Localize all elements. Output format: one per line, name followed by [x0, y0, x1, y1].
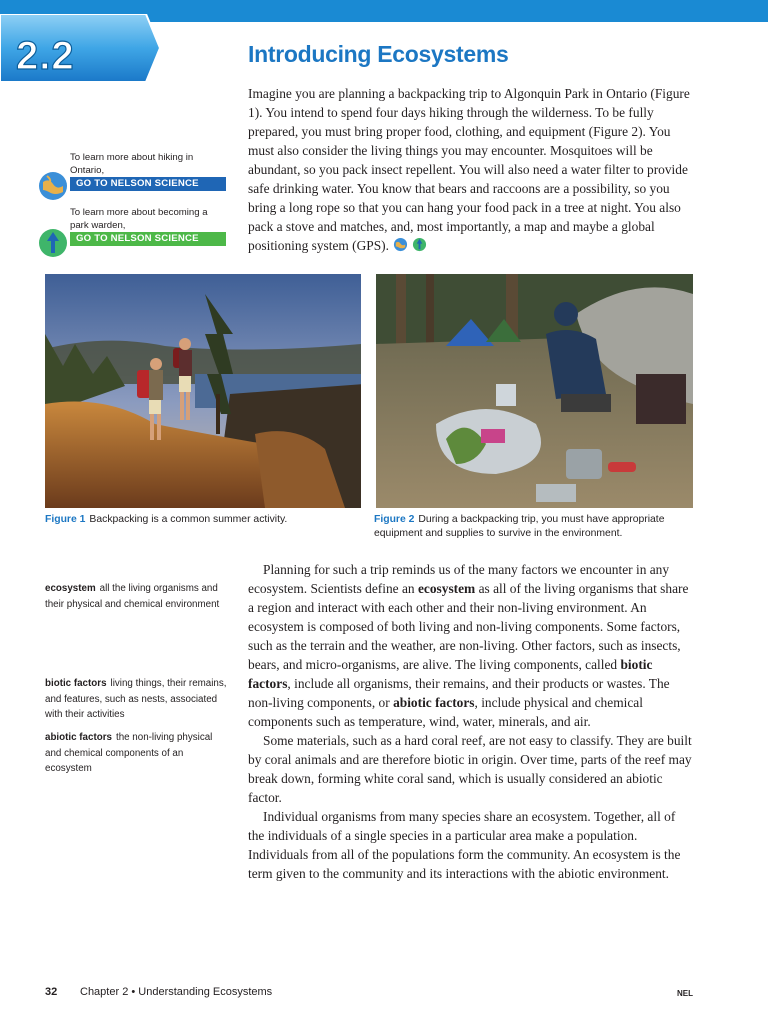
- body-text-span: as all of the living organisms that share a region and interact with each other and their non-living environment. An ecosystem is composed of both living and non-living components. Some factors, such as the terrain and the weather, are non-living. Other factors, such as insects, bears, and micro-organisms, are alive. The living components, called: [248, 581, 689, 672]
- link-description: To learn more about becoming a park warden,: [70, 207, 208, 231]
- key-term-biotic-factors: biotic factors: [248, 657, 653, 691]
- page-number: 32: [45, 986, 58, 998]
- body-text-span: , include all organisms, their remains, and their products or wastes. The non-living components, or: [248, 676, 670, 710]
- figure-1-caption: [45, 513, 361, 527]
- intro-paragraph: [248, 84, 694, 255]
- figure-label: Figure 1: [45, 514, 86, 525]
- figure-2-photo: [376, 274, 693, 508]
- figure-2-caption: [374, 513, 692, 541]
- body-paragraph-3: Individual organisms from many species share an ecosystem. Together, all of the individuals of a single species in a particular area make a population. Individuals from all of the populations form the community. An ecosystem is the term given to the community and its interactions with the abiotic environment.: [248, 809, 681, 881]
- link-block-hiking: [40, 151, 226, 191]
- glossary-ecosystem: [45, 581, 231, 612]
- section-tab: [0, 14, 162, 82]
- publisher-mark: NEL: [677, 989, 693, 998]
- body-text-span: Planning for such a trip reminds us of the many factors we encounter in any ecosystem. Scientists define an: [248, 562, 670, 596]
- link-block-park-warden: [40, 206, 226, 246]
- go-to-nelson-science-button[interactable]: GO TO NELSON SCIENCE: [70, 232, 226, 246]
- glossary-term: ecosystem: [45, 583, 96, 594]
- glossary-term: biotic factors: [45, 678, 107, 689]
- figure-label: Figure 2: [374, 514, 415, 525]
- figure-caption-text: Backpacking is a common summer activity.: [89, 514, 288, 525]
- body-text-span: , include physical and chemical components such as temperature, wind, water, minerals, and air.: [248, 695, 643, 729]
- glossary-abiotic-factors: [45, 730, 231, 777]
- body-paragraph-1: [248, 560, 694, 731]
- body-text: [248, 560, 694, 883]
- figure-1-photo: [45, 274, 361, 508]
- key-term-abiotic-factors: abiotic factors: [393, 695, 475, 710]
- link-description: To learn more about hiking in Ontario,: [70, 152, 194, 176]
- career-icon[interactable]: [412, 237, 427, 252]
- career-icon[interactable]: [38, 228, 68, 258]
- go-to-nelson-science-button[interactable]: GO TO NELSON SCIENCE: [70, 177, 226, 191]
- glossary-biotic-factors: [45, 676, 231, 723]
- globe-icon[interactable]: [393, 237, 408, 252]
- page-title: Introducing Ecosystems: [248, 41, 509, 67]
- glossary-term: abiotic factors: [45, 732, 112, 743]
- glossary-definition: all the living organisms and their physical and chemical environment: [45, 583, 220, 610]
- section-number: 2.2: [16, 34, 75, 78]
- chapter-footer: Chapter 2 • Understanding Ecosystems: [80, 986, 273, 998]
- figure-caption-text: During a backpacking trip, you must have appropriate equipment and supplies to survive in the environment.: [374, 514, 665, 539]
- key-term-ecosystem: ecosystem: [417, 581, 476, 596]
- glossary-definition: the non-living physical and chemical components of an ecosystem: [45, 732, 213, 774]
- intro-text: Imagine you are planning a backpacking trip to Algonquin Park in Ontario (Figure 1). You intend to spend four days hiking through the wilderness. To be fully prepared, you must bring proper food, clothing, and equipment (Figure 2). You must also consider the living things you may encounter. Mosquitoes will be abundant, so you pack insect repellent. You will also need a water filter to provide safe drinking water. You know that bears and raccoons are a possibility, so you bring a long rope so that you can hang your food pack in a tree at night. You also pack a stove and matches, and, most importantly, a map and maybe a global positioning system (GPS).: [248, 86, 690, 253]
- glossary-definition: living things, their remains, and features, such as nests, associated with their activities: [45, 678, 227, 720]
- body-paragraph-2: Some materials, such as a hard coral reef, are not easy to classify. They are built by coral animals and are therefore biotic in origin. Over time, parts of the reef may break down, forming white coral sand, which is usually considered an abiotic factor.: [248, 733, 692, 805]
- globe-icon[interactable]: [38, 171, 68, 201]
